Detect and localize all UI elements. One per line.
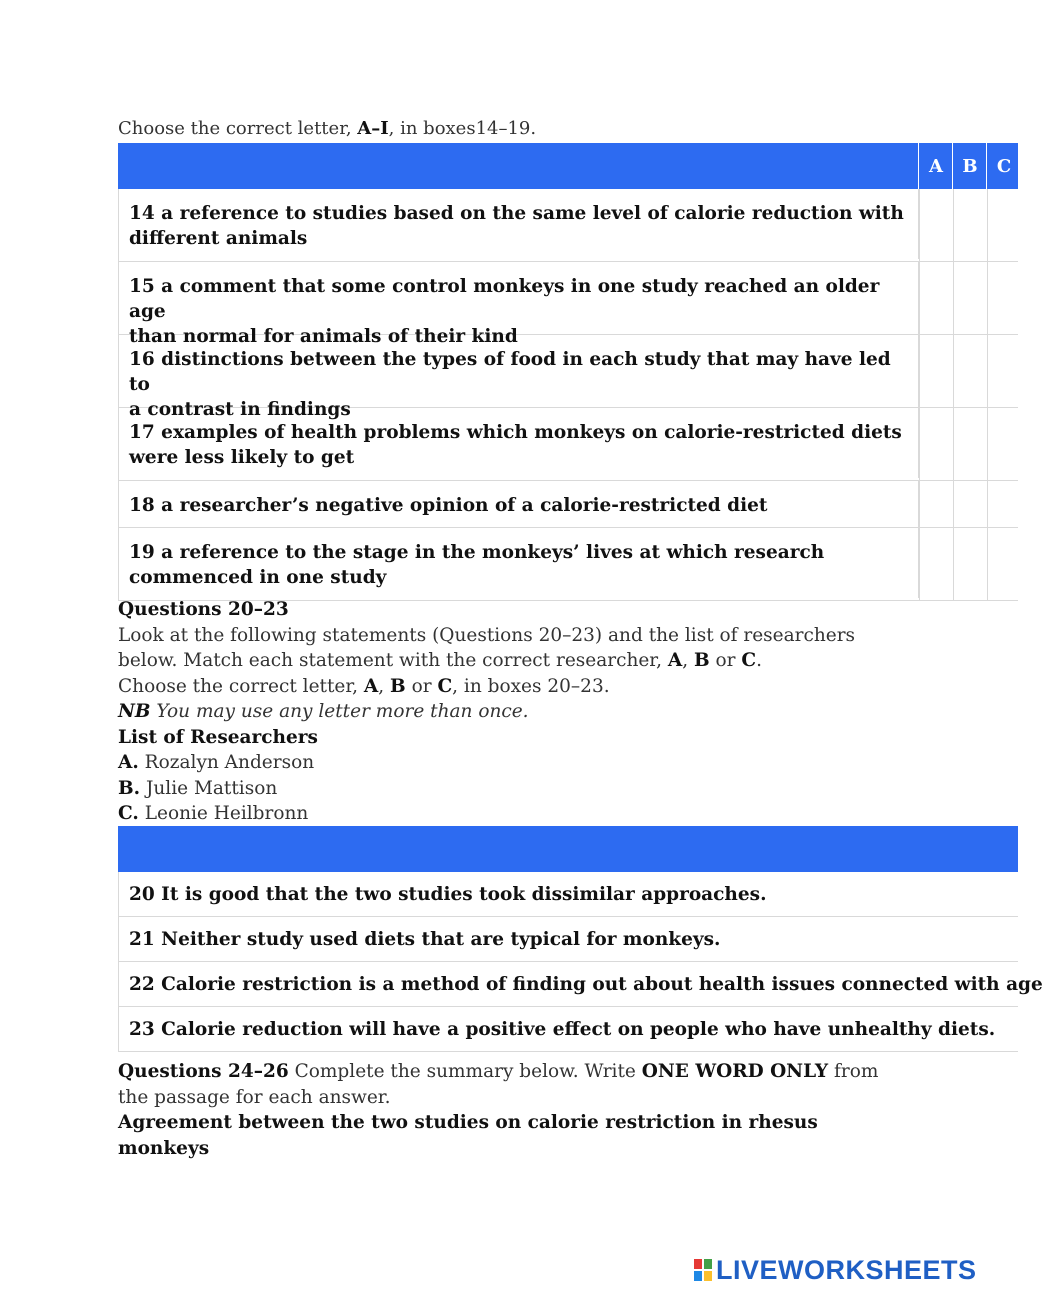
question-20: 20 It is good that the two studies took dissimilar approaches. <box>118 872 1018 917</box>
list-title: List of Researchers <box>118 726 318 748</box>
answer-cell[interactable] <box>953 408 988 480</box>
question-21: 21 Neither study used diets that are typical for monkeys. <box>118 917 1018 962</box>
answer-cell[interactable] <box>953 189 988 261</box>
answer-cell[interactable] <box>987 262 1022 334</box>
instruction-line: Choose the correct letter, A, B or C, in boxes 20–23. <box>118 675 610 697</box>
matching-table-20-23 <box>118 826 1043 1052</box>
answer-cell[interactable] <box>919 408 954 480</box>
questions-24-26-section <box>118 1059 878 1161</box>
section-heading: Questions 20–23 <box>118 599 289 620</box>
answer-cell[interactable] <box>953 481 988 527</box>
table-row <box>118 189 1018 262</box>
column-header-a: A <box>918 143 953 189</box>
table-header <box>118 826 1018 872</box>
question-23: 23 Calorie reduction will have a positive effect on people who have unhealthy diets. <box>118 1007 1018 1052</box>
answer-cell[interactable] <box>953 262 988 334</box>
column-header-c: C <box>986 143 1021 189</box>
question-14: 14 a reference to studies based on the same level of calorie reduction with different animals <box>119 189 919 259</box>
questions-20-23-section <box>118 597 855 827</box>
answer-cell[interactable] <box>953 335 988 407</box>
instruction-14-19: Choose the correct letter, A–I, in boxes14–19. <box>118 118 537 139</box>
matching-table-14-19 <box>118 143 1018 601</box>
answer-cell[interactable] <box>953 528 988 600</box>
table-row <box>118 262 1018 347</box>
answer-cell[interactable] <box>919 335 954 407</box>
answer-cell[interactable] <box>987 528 1022 600</box>
answer-cell[interactable] <box>987 335 1022 407</box>
researcher-item: B. Julie Mattison <box>118 777 278 799</box>
column-header-b: B <box>952 143 987 189</box>
question-19: 19 a reference to the stage in the monkeys’ lives at which research commenced in one study <box>119 528 919 598</box>
answer-cell[interactable] <box>919 481 954 527</box>
question-22: 22 Calorie restriction is a method of finding out about health issues connected with age <box>118 962 1018 1007</box>
answer-cell[interactable] <box>919 189 954 261</box>
table-row <box>118 335 1018 420</box>
instruction-line: Look at the following statements (Questions 20–23) and the list of researchers <box>118 624 856 646</box>
researcher-item: A. Rozalyn Anderson <box>118 752 315 773</box>
liveworksheets-logo <box>694 1255 977 1286</box>
summary-title: monkeys <box>118 1137 210 1159</box>
answer-cell[interactable] <box>987 189 1022 261</box>
table-row <box>118 481 1018 528</box>
answer-cell[interactable] <box>987 481 1022 527</box>
answer-cell[interactable] <box>919 262 954 334</box>
question-15: 15 a comment that some control monkeys in one study reached an older age than normal for animals of their kind <box>119 262 919 357</box>
nb-note: NB You may use any letter more than once. <box>118 701 529 722</box>
question-18: 18 a researcher’s negative opinion of a calorie-restricted diet <box>119 481 919 527</box>
question-17: 17 examples of health problems which monkeys on calorie-restricted diets were less likely to get <box>119 408 919 478</box>
question-16: 16 distinctions between the types of food in each study that may have led to a contrast in findings <box>119 335 919 430</box>
instruction-line: the passage for each answer. <box>118 1086 391 1108</box>
logo-icon <box>694 1259 714 1283</box>
answer-cell[interactable] <box>987 408 1022 480</box>
answer-cell[interactable] <box>919 528 954 600</box>
table-row <box>118 528 1018 601</box>
summary-title: Agreement between the two studies on calorie restriction in rhesus <box>118 1112 818 1133</box>
researcher-item: C. Leonie Heilbronn <box>118 803 309 824</box>
logo-text: LIVEWORKSHEETS <box>716 1255 977 1285</box>
instruction-line: Questions 24–26 Complete the summary below. Write ONE WORD ONLY from <box>118 1061 879 1082</box>
instruction-line: below. Match each statement with the correct researcher, A, B or C. <box>118 650 763 671</box>
table-row <box>118 408 1018 481</box>
table-header <box>118 143 1018 189</box>
